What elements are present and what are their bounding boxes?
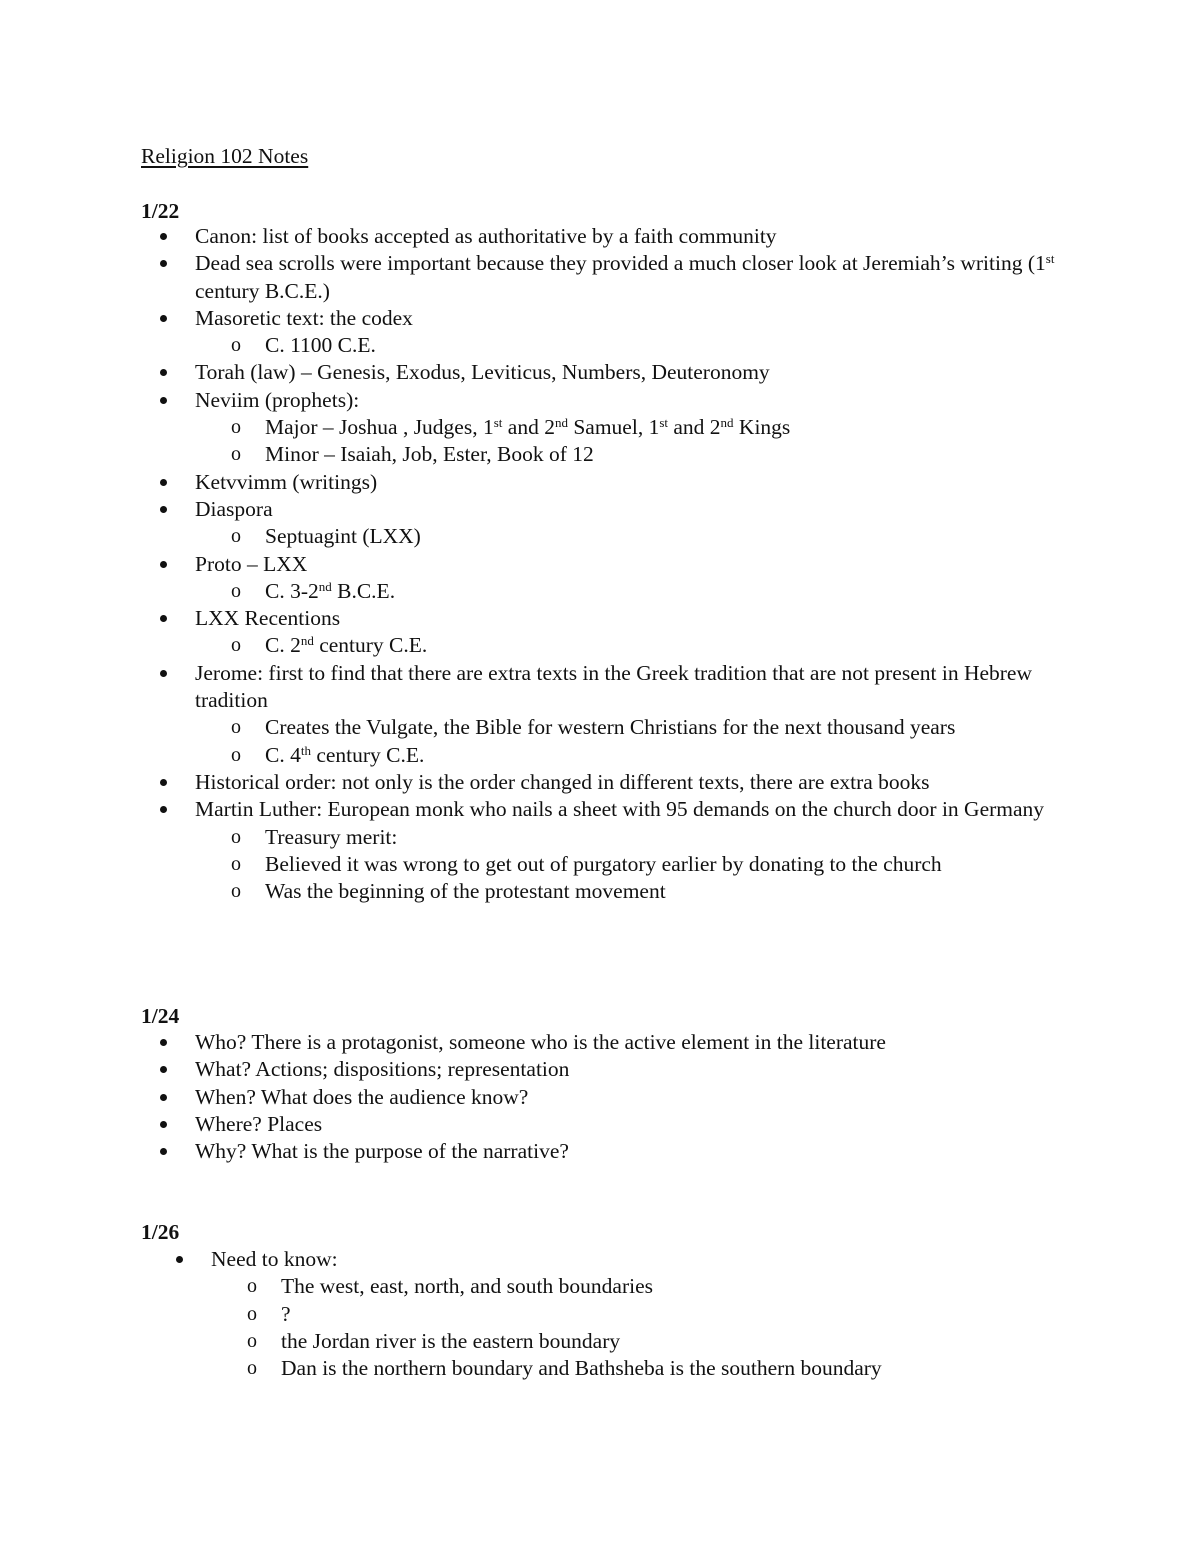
bullet-text: Dan is the northern boundary and Bathsheba is the southern boundary (281, 1356, 882, 1381)
sub-bullet-item (141, 1273, 1061, 1300)
bullet-item (141, 1111, 1061, 1138)
bullet-text: Martin Luther: European monk who nails a sheet with 95 demands on the church door in Germany (195, 797, 1045, 822)
bullet-item (141, 387, 1061, 414)
page-title: Religion 102 Notes (141, 144, 309, 168)
section-1-24-notes (141, 1029, 1061, 1165)
bullet-text: C. 1100 C.E. (265, 333, 376, 358)
text-fragment: C. 2 (265, 633, 301, 658)
bullet-item (141, 359, 1061, 386)
section-date-1-24: 1/24 (141, 1004, 180, 1028)
sub-bullet-item (141, 1328, 1061, 1355)
bullet-item (141, 1138, 1061, 1165)
bullet-item (141, 605, 1061, 632)
bullet-text: LXX Recentions (195, 606, 341, 631)
bullet-text: Treasury merit: (265, 824, 398, 849)
bullet-text: Was the beginning of the protestant movement (265, 879, 666, 904)
sub-bullet-item (141, 441, 1061, 468)
sub-bullet-item (141, 632, 1061, 659)
text-fragment: Major – Joshua , Judges, 1 (265, 415, 494, 440)
bullet-text: Where? Places (195, 1111, 323, 1136)
sub-bullet-item (141, 824, 1061, 851)
text-fragment: century C.E. (313, 633, 428, 658)
bullet-item (141, 769, 1061, 796)
text-fragment: C. 3-2 (265, 578, 319, 603)
bullet-text: Why? What is the purpose of the narrative? (195, 1139, 569, 1164)
text-fragment: and 2 (502, 415, 555, 440)
bullet-text: Believed it was wrong to get out of purgatory earlier by donating to the church (265, 851, 942, 876)
bullet-text: Creates the Vulgate, the Bible for western Christians for the next thousand years (265, 715, 956, 740)
bullet-text: Diaspora (195, 496, 273, 521)
bullet-text: Historical order: not only is the order changed in different texts, there are extra books (195, 769, 930, 794)
text-fragment: B.C.E. (331, 578, 396, 603)
ordinal-suffix: nd (300, 633, 314, 649)
text-fragment: C. 4 (265, 742, 301, 767)
ordinal-suffix: nd (318, 578, 332, 594)
bullet-item (141, 305, 1061, 332)
bullet-item (141, 1084, 1061, 1111)
sub-bullet-item (141, 332, 1061, 359)
sub-bullet-item (141, 1355, 1061, 1382)
bullet-text: ? (281, 1301, 291, 1326)
bullet-item (141, 469, 1061, 496)
ordinal-suffix: st (659, 415, 668, 431)
ordinal-suffix: nd (554, 415, 568, 431)
text-fragment: century B.C.E.) (195, 278, 330, 303)
bullet-text: Proto – LXX (195, 551, 308, 576)
bullet-text: Minor – Isaiah, Job, Ester, Book of 12 (265, 442, 594, 467)
ordinal-suffix: st (493, 415, 503, 431)
section-date-1-26: 1/26 (141, 1220, 180, 1244)
bullet-text: Need to know: (211, 1247, 338, 1271)
ordinal-suffix: st (1045, 251, 1055, 267)
bullet-text: When? What does the audience know? (195, 1084, 529, 1109)
bullet-item (141, 223, 1061, 250)
text-fragment: Dead sea scrolls were important because they provided a much closer look at Jeremiah’s writing (1 (195, 251, 1046, 276)
text-fragment: Kings (733, 415, 791, 440)
bullet-text: Masoretic text: the codex (195, 305, 413, 330)
sub-bullet-item (141, 523, 1061, 550)
bullet-text: Canon: list of books accepted as authoritative by a faith community (195, 224, 777, 248)
text-fragment: century C.E. (310, 742, 425, 767)
bullet-text: Septuagint (LXX) (265, 524, 421, 549)
bullet-item (141, 1056, 1061, 1083)
bullet-item (141, 250, 1061, 305)
bullet-item (141, 1029, 1061, 1056)
bullet-item (141, 551, 1061, 578)
section-1-22-notes (141, 223, 1061, 905)
text-fragment: Samuel, 1 (567, 415, 660, 440)
bullet-text: the Jordan river is the eastern boundary (281, 1328, 621, 1353)
sub-bullet-item (141, 742, 1061, 769)
bullet-item (141, 796, 1061, 823)
sub-bullet-item (141, 878, 1061, 905)
section-1-26-notes (141, 1246, 1061, 1382)
bullet-text: Ketvvimm (writings) (195, 469, 378, 494)
bullet-list (141, 1029, 1061, 1165)
bullet-text: Neviim (prophets): (195, 387, 360, 412)
sub-bullet-item (141, 851, 1061, 878)
section-date-1-22: 1/22 (141, 199, 180, 223)
bullet-item (141, 496, 1061, 523)
sub-bullet-item (141, 414, 1061, 441)
text-fragment: and 2 (668, 415, 721, 440)
ordinal-suffix: nd (720, 415, 734, 431)
bullet-text: Torah (law) – Genesis, Exodus, Leviticus, Numbers, Deuteronomy (195, 360, 770, 385)
sub-bullet-item (141, 1301, 1061, 1328)
bullet-list (141, 223, 1061, 905)
ordinal-suffix: th (300, 742, 311, 758)
sub-bullet-item (141, 578, 1061, 605)
bullet-item (141, 660, 1061, 715)
bullet-item (141, 1246, 1061, 1273)
bullet-text: Who? There is a protagonist, someone who is the active element in the literature (195, 1030, 886, 1054)
bullet-text: The west, east, north, and south boundaries (281, 1274, 653, 1299)
bullet-text: Jerome: first to find that there are extra texts in the Greek tradition that are not present in Hebrew tradition (195, 660, 1032, 713)
bullet-text: What? Actions; dispositions; representation (195, 1057, 570, 1082)
bullet-list (141, 1246, 1061, 1382)
sub-bullet-item (141, 714, 1061, 741)
